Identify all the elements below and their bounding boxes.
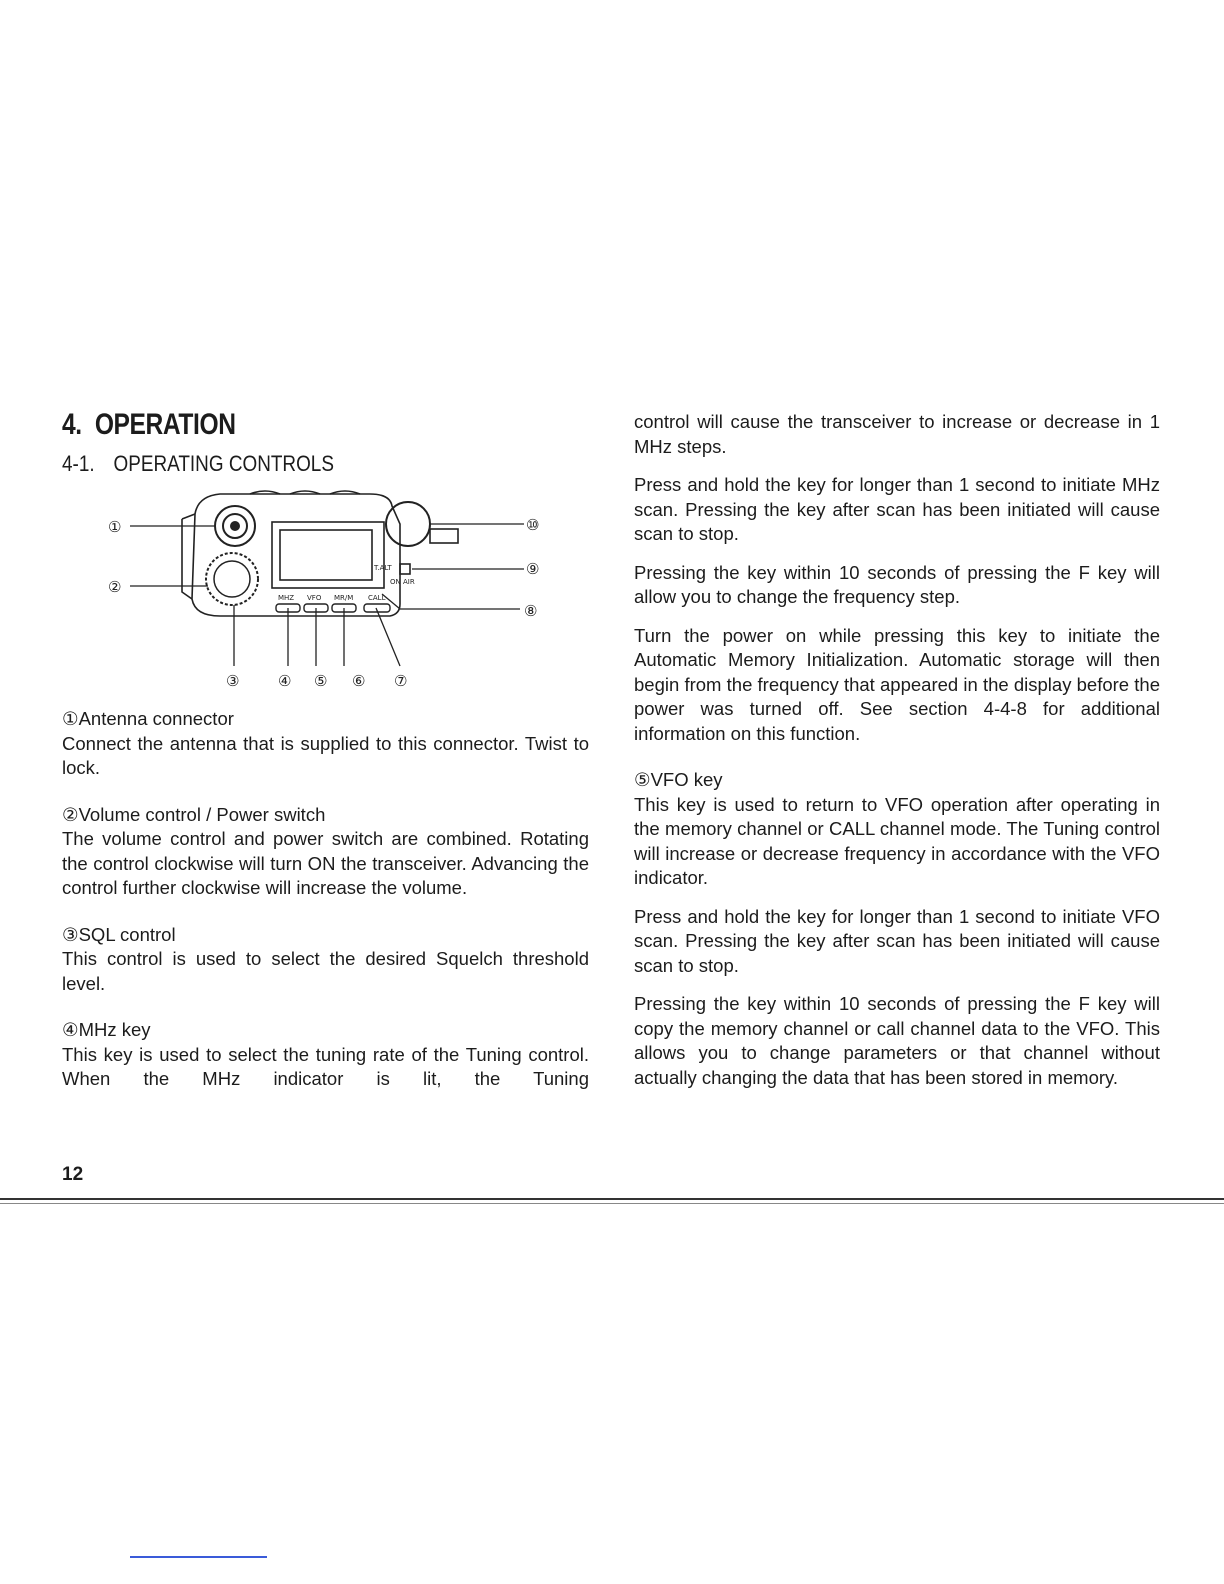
vfo-copy-paragraph: Pressing the key within 10 seconds of pressing the F key will copy the memory channel or call channel data to the VFO. This allows you to change parameters or that channel without actually changing the data that has been stored in memory.: [634, 993, 1160, 1088]
sql-control-title: ③SQL control: [62, 923, 176, 945]
key-label-vfo: VFO: [307, 594, 322, 602]
memory-initialization-paragraph: Turn the power on while pressing this key to initiate the Automatic Memory Initialization. Automatic storage will then begin from the frequency that appeared in the display before the power was turned off. See section 4-4-8 for additional information on this function.: [634, 624, 1160, 744]
callout-9: ⑨: [526, 560, 540, 578]
callout-3: ③: [226, 672, 240, 690]
callout-5: ⑤: [314, 672, 328, 690]
transceiver-diagram: [100, 484, 560, 694]
vfo-key-title: ⑤VFO key: [634, 769, 723, 790]
footer-rule: [0, 1198, 1224, 1200]
callout-7: ⑦: [394, 672, 408, 690]
key-label-call: CALL: [368, 594, 386, 602]
antenna-connector-title: ①Antenna connector: [62, 708, 234, 729]
link-underline: [130, 1556, 267, 1558]
vfo-scan-paragraph: Press and hold the key for longer than 1 second to initiate VFO scan. Pressing the key after scan has been initiated will cause scan to stop.: [634, 905, 1160, 976]
right-column: [634, 410, 1160, 1090]
left-column: [62, 707, 589, 1092]
callout-4: ④: [278, 672, 292, 690]
mhz-key-body: This key is used to select the tuning rate of the Tuning control. When the MHz indicator is lit, the Tuning: [62, 1043, 589, 1089]
frequency-step-paragraph: Pressing the key within 10 seconds of pressing the F key will allow you to change the frequency step.: [634, 561, 1160, 607]
volume-control-body: The volume control and power switch are combined. Rotating the control clockwise will turn ON the transceiver. Advancing the control further clockwise will increase the volume.: [62, 828, 589, 898]
volume-knob: [206, 553, 258, 605]
callout-10: ⑩: [526, 516, 540, 534]
indicator-label-talt: T.ALT: [374, 564, 392, 572]
key-label-mr: MR/M: [334, 594, 354, 602]
subsection-title: OPERATING CONTROLS: [113, 451, 334, 476]
vfo-key-body: This key is used to return to VFO operation after operating in the memory channel or CALL channel mode. The Tuning control will increase or decrease frequency in accordance with the VFO indicator.: [634, 793, 1160, 888]
footer-rule-thin: [0, 1203, 1224, 1204]
mhz-scan-paragraph: Press and hold the key for longer than 1 second to initiate MHz scan. Pressing the key after scan has been initiated will cause scan to stop.: [634, 474, 1160, 544]
subsection-heading: [62, 451, 334, 477]
section-number: 4.: [62, 408, 82, 441]
key-row: [276, 604, 390, 612]
section-title: OPERATION: [94, 408, 236, 441]
callout-2: ②: [108, 578, 122, 596]
callout-6: ⑥: [352, 672, 366, 690]
indicator-label-onair: ON AIR: [390, 578, 415, 586]
tuning-knob: [386, 502, 430, 546]
mhz-key-title: ④MHz key: [62, 1019, 151, 1040]
section-heading: [62, 408, 236, 442]
antenna-connector-body: Connect the antenna that is supplied to this connector. Twist to lock.: [62, 732, 589, 778]
page-number: 12: [62, 1164, 84, 1185]
callout-1: ①: [108, 518, 122, 536]
key-label-mhz: MHZ: [278, 594, 295, 602]
volume-control-title: ②Volume control / Power switch: [62, 803, 326, 825]
leader-lines: [130, 524, 524, 666]
antenna-connector: [215, 506, 255, 546]
sql-control-body: This control is used to select the desired Squelch threshold level.: [62, 948, 589, 994]
subsection-number: 4-1.: [62, 451, 95, 476]
callout-8: ⑧: [524, 602, 538, 620]
mhz-key-continued: control will cause the transceiver to increase or decrease in 1 MHz steps.: [634, 411, 1160, 457]
